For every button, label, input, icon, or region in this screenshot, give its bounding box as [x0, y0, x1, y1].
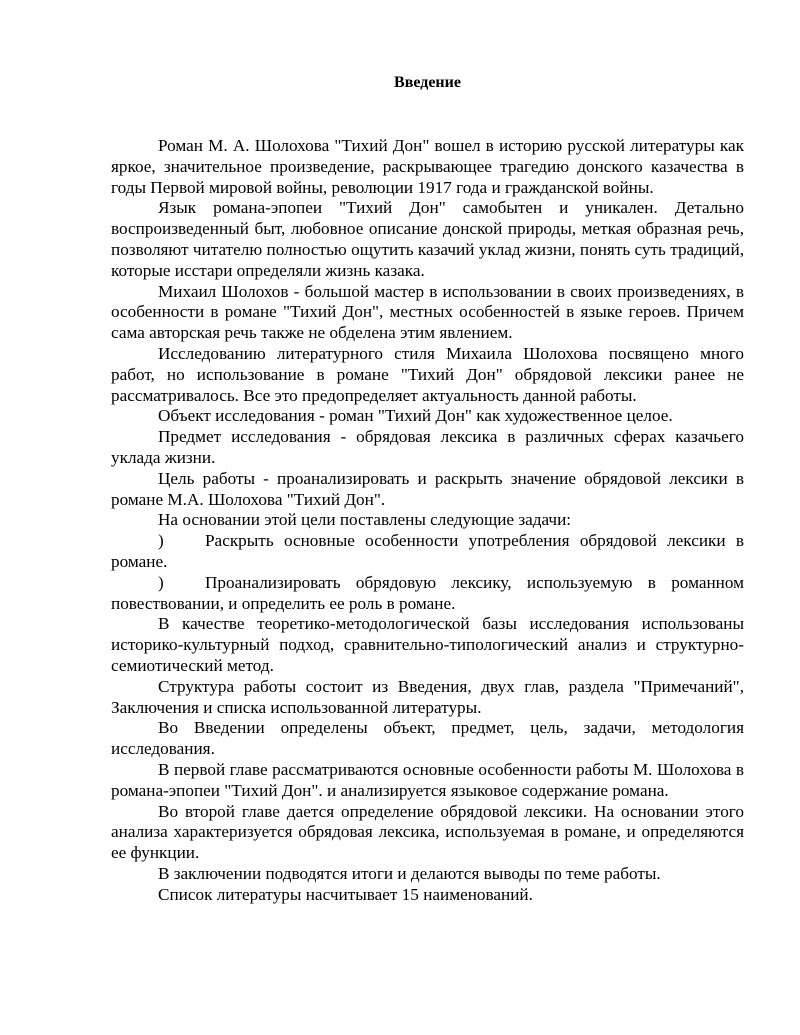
paragraph: В первой главе рассматриваются основные особенности работы М. Шолохова в романа-эпопеи "Тихий Дон". и анализируется языковое содержание романа.	[111, 759, 744, 800]
task-text: Проанализировать обрядовую лексику, используемую в романном повествовании, и определить ее роль в романе.	[111, 572, 744, 613]
paragraph: В заключении подводятся итоги и делаются выводы по теме работы.	[158, 863, 661, 883]
task-text: Раскрыть основные особенности употребления обрядовой лексики в романе.	[111, 531, 744, 571]
paragraph: В качестве теоретико-методологической базы исследования использованы историко-культурный подход, сравнительно-типологический анализ и структурно-семиотический метод.	[111, 614, 744, 675]
task-item	[111, 531, 744, 573]
paragraph: Исследованию литературного стиля Михаила Шолохова посвящено много работ, но использование в романе "Тихий Дон" обрядовой лексики ранее не рассматривалось. Все это предопределяет актуальность данной работы.	[111, 343, 744, 405]
paragraph: Объект исследования - роман "Тихий Дон" как художественное целое.	[158, 406, 673, 426]
paragraph: Структура работы состоит из Введения, двух глав, раздела "Примечаний", Заключения и списка использованной литературы.	[111, 676, 744, 717]
document-body	[111, 136, 744, 905]
paragraph: Во второй главе дается определение обрядовой лексики. На основании этого анализа характеризуется обрядовая лексика, используемая в романе, и определяются ее функции.	[111, 801, 744, 863]
task-item	[111, 573, 744, 615]
paragraph: Предмет исследования - обрядовая лексика в различных сферах казачьего уклада жизни.	[111, 427, 744, 467]
task-marker: )	[158, 572, 164, 592]
paragraph: Язык романа-эпопеи "Тихий Дон" самобытен и уникален. Детально воспроизведенный быт, любовное описание донской природы, меткая образная речь, позволяют читателю полностью ощутить казачий уклад жизни, понять суть традиций, которые исстари определяли жизнь казака.	[111, 198, 744, 280]
document-page	[111, 72, 744, 905]
paragraph: Михаил Шолохов - большой мастер в использовании в своих произведениях, в особенности в романе "Тихий Дон", местных особенностей в языке героев. Причем сама авторская речь также не обделена этим явлением.	[111, 281, 744, 343]
paragraph: Во Введении определены объект, предмет, цель, задачи, методология исследования.	[111, 718, 744, 759]
paragraph: Роман М. А. Шолохова "Тихий Дон" вошел в историю русской литературы как яркое, значительное произведение, раскрывающее трагедию донского казачества в годы Первой мировой войны, революции 1917 года и гражданской войны.	[111, 136, 744, 197]
task-marker: )	[158, 531, 164, 551]
page-title: Введение	[394, 74, 461, 91]
paragraph: На основании этой цели поставлены следующие задачи:	[158, 510, 572, 530]
paragraph: Список литературы насчитывает 15 наименований.	[158, 884, 533, 904]
paragraph: Цель работы - проанализировать и раскрыть значение обрядовой лексики в романе М.А. Шолохова "Тихий Дон".	[111, 468, 744, 509]
